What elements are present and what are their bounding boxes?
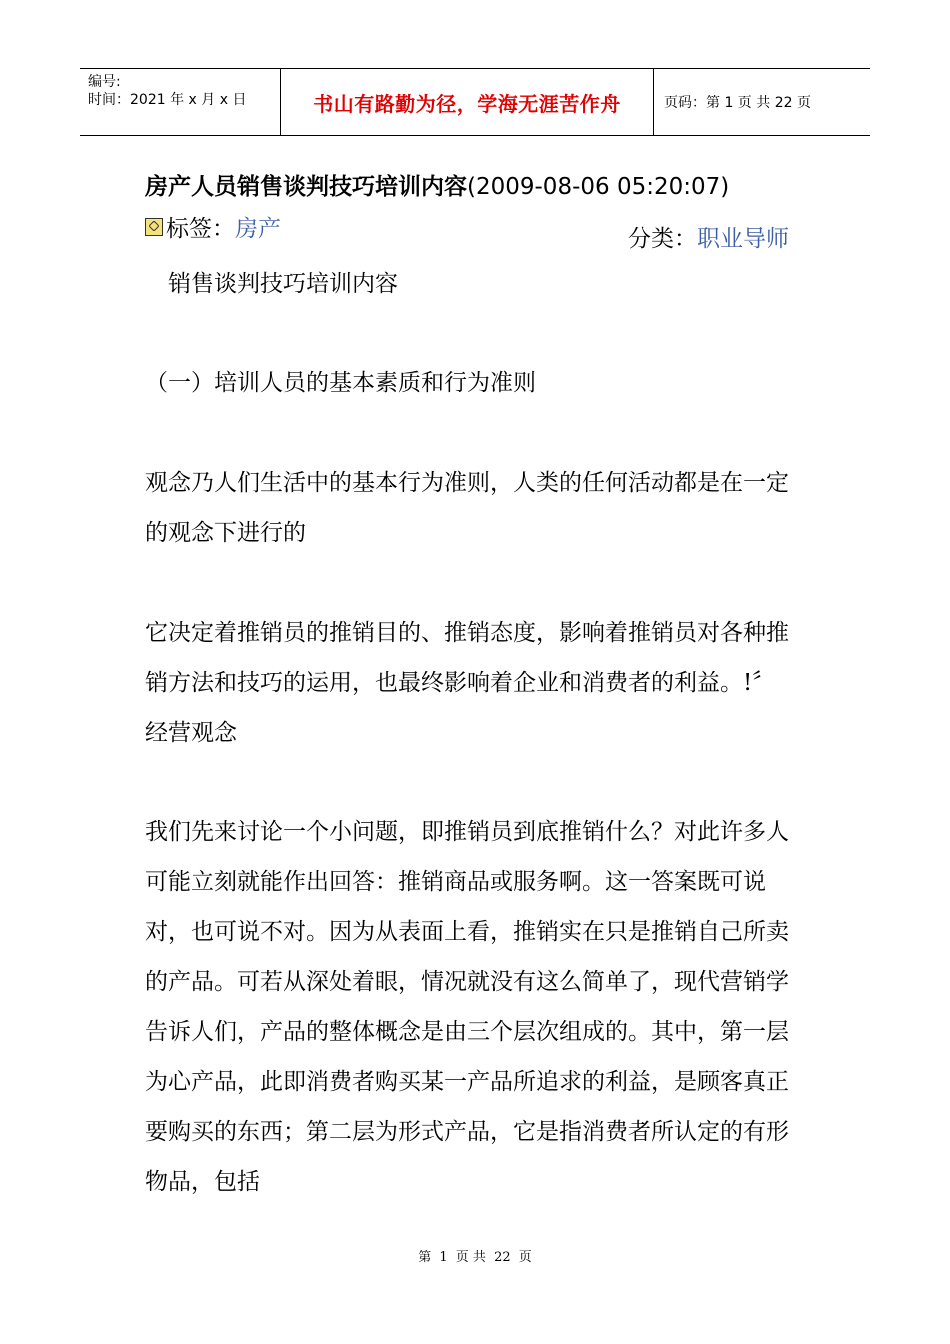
number-label: 编号: [88,74,121,90]
header-left-cell [80,69,281,135]
category-label: 分类： [628,226,697,252]
header-page-cell [654,69,870,135]
motto-text: 书山有路勤为径，学海无涯苦作舟 [313,91,621,116]
title-timestamp: (2009-08-06 05:20:07) [467,174,730,200]
paragraph-subtitle: 销售谈判技巧培训内容 [145,271,398,297]
category-link[interactable]: 职业导师 [697,226,789,252]
footer-total: 22 [494,1250,511,1265]
tag-line [145,210,281,243]
time-label: 时间：2021 年 x 月 x 日 [88,92,247,108]
paragraph-section-heading: （一）培训人员的基本素质和行为准则 [145,370,536,396]
header-motto-cell [281,69,654,135]
header-table [80,68,870,136]
page-info: 页码：第 1 页 共 22 页 [664,95,811,111]
tag-icon [145,218,163,236]
article-title [145,168,729,201]
paragraph-3: 我们先来讨论一个小问题，即推销员到底推销什么？对此许多人可能立刻就能作出回答：推销商品或服务啊。这一答案既可说对，也可说不对。因为从表面上看，推销实在只是推销自己所卖的产品。可若从深处着眼，情况就没有这么简单了，现代营销学告诉人们，产品的整体概念是由三个层次组成的。其中，第一层为心产品，此即消费者购买某一产品所追求的利益，是顾客真正要购买的东西；第二层为形式产品，它是指消费者所认定的有形物品，包括 [145,819,789,1195]
paragraph-2: 它决定着推销员的推销目的、推销态度，影响着推销员对各种推销方法和技巧的运用，也最终影响着企业和消费者的利益。!〞经营观念 [145,620,789,746]
category-line [628,220,789,253]
footer-page: 1 [439,1250,448,1265]
tag-link[interactable]: 房产 [235,216,281,242]
footer-suffix: 页 [518,1250,532,1265]
page-footer [0,1246,950,1265]
tag-label: 标签： [166,216,235,242]
title-text: 房产人员销售谈判技巧培训内容 [145,174,467,200]
footer-middle: 页 共 [455,1250,486,1265]
paragraph-1: 观念乃人们生活中的基本行为准则，人类的任何活动都是在一定的观念下进行的 [145,470,789,546]
footer-prefix: 第 [418,1250,432,1265]
